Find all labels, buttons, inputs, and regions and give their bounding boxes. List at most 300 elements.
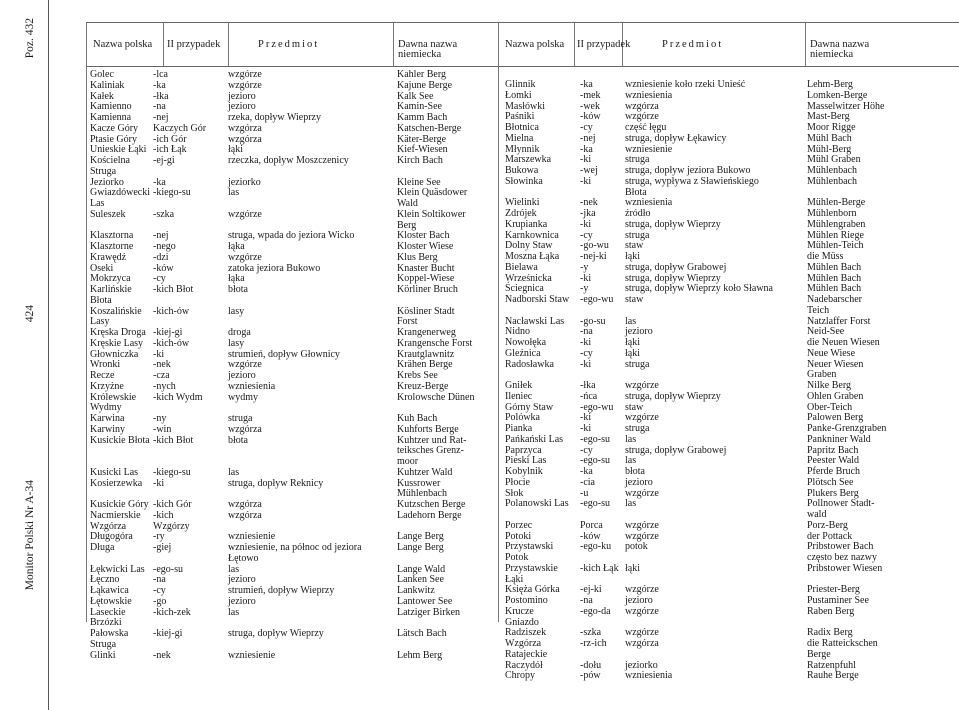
subject-cell: wzgórze [625,380,659,391]
polish-name-cell: Kręskie Lasy [90,337,144,349]
old-name-cell: teiksches Grenz- [397,445,464,457]
polish-name-cell: Chropy [505,670,535,682]
case2-cell: -nej [153,230,169,242]
old-name-cell: Kuhforts Berge [397,423,459,435]
old-name-cell: die Müss [807,251,844,262]
polish-name-cell: Łąkawica [90,585,129,596]
column-rule [86,22,87,622]
table-row [505,618,957,629]
case2-cell: -ków [153,262,174,274]
table-row [505,499,957,510]
polish-name-cell: Wzgórza [505,638,542,649]
subject-cell: las [625,498,637,510]
old-name-cell: Kloster Bach [397,230,450,242]
case2-cell: -kiej-gi [153,628,183,639]
table-row [90,468,495,479]
old-name-cell: Berg [397,219,417,231]
case2-cell: Kaczych Gór [153,122,207,134]
old-name-cell: Ober-Teich [807,401,853,413]
case2-cell: Porca [580,519,603,531]
polish-name-cell: Glinki [90,649,116,661]
polish-name-cell: Struga [90,165,117,177]
case2-cell: -łka [580,380,596,391]
old-name-cell: Knaster Bucht [397,262,455,274]
old-name-cell: Mühlen Riege [807,229,864,241]
table-row [90,597,495,608]
polish-name-cell: Masłówki [505,100,545,112]
case2-cell: -ńca [580,390,598,402]
subject-cell: wzgórze [625,487,659,499]
table-row [505,564,957,575]
subject-cell: struga [625,423,650,434]
old-name-cell: Kussrower [397,477,441,489]
old-name-cell: Mast-Berg [807,111,850,123]
polish-name-cell: Karlińskie [90,284,132,295]
polish-name-cell: Las [90,198,105,209]
polish-name-cell: Kręska Droga [90,327,146,338]
polish-name-cell: Recze [90,370,115,381]
case2-cell: -go [153,595,167,607]
polish-name-cell: Raczydół [505,659,543,671]
old-name-cell: Kuh Bach [397,413,438,424]
polish-name-cell: Gwiazdówecki [90,187,150,199]
old-name-cell: Nadebarscher [807,294,862,305]
table-row [90,210,495,221]
subject-cell: błota [228,434,248,446]
case2-cell: -kich Błot [153,284,194,295]
polish-name-cell: Paprzyca [505,444,542,456]
case2-cell: -ki [580,218,592,230]
subject-cell: wzgórze [228,79,262,91]
subject-cell: wzniesienie, na północ od jeziora [228,542,362,553]
table-row [90,651,495,662]
table-row [90,554,495,565]
polish-name-cell: Struga [90,638,117,650]
table-row [505,478,957,489]
case2-cell: -nych [153,380,176,392]
table-row [505,306,957,317]
table-row [505,338,957,349]
subject-cell: las [228,187,240,199]
table-row [505,607,957,618]
table-row [90,543,495,554]
polish-name-cell: Kosierzewka [90,477,143,489]
subject-cell: wzniesienie [228,531,276,543]
old-name-cell: die Neuen Wiesen [807,337,880,348]
case2-cell: -ki [580,337,592,348]
subject-cell: wzniesienia [625,197,673,209]
case2-cell: -ej-gi [153,155,175,166]
table-row [505,188,957,199]
right-table [505,80,957,682]
old-name-cell: Pollnower Stadt- [807,498,875,510]
old-name-cell: Plötsch See [807,476,854,488]
case2-cell: -kich Gór [153,499,192,510]
polish-name-cell: Królewskie [90,391,137,403]
subject-cell: struga, dopływ Reknicy [228,477,324,489]
subject-cell: struga, dopływ Wieprzy [625,272,721,284]
polish-name-cell: Laseckie [90,606,126,618]
case2-cell: -ka [580,466,593,477]
subject-cell: struga, dopływ Wieprzy [228,628,324,639]
polish-name-cell: Kaliniak [90,79,125,91]
case2-cell: -łka [153,90,169,102]
subject-cell: potok [625,541,648,553]
old-name-cell: Plukers Berg [807,487,859,499]
polish-name-cell: Ratajeckie [505,648,548,660]
polish-name-cell: Długa [90,542,115,553]
case2-cell: -ki [580,412,592,424]
table-row [505,241,957,252]
polish-name-cell: Łęczno [90,574,120,586]
old-name-cell: Krähen Berge [397,359,453,371]
subject-cell: wydmy [228,391,258,403]
polish-name-cell: Jeziorko [90,176,124,188]
old-name-cell: Käter-Berge [397,133,447,145]
case2-cell: -szka [153,208,175,220]
table-row [505,456,957,467]
old-name-cell: Kuhtzer und Rat- [397,434,467,446]
case2-cell: -nej [580,132,596,144]
column-rule [228,22,229,66]
table-row [90,608,495,619]
table-row [505,252,957,263]
polish-name-cell: Pańkański Las [505,433,564,445]
case2-cell: -ich Gór [153,133,187,145]
case2-cell: -wej [580,165,598,176]
old-name-cell: Lange Wald [397,563,446,575]
subject-cell: las [228,466,240,478]
polish-name-cell: Nacmierskie [90,509,141,521]
table-row [90,188,495,199]
polish-name-cell: Unieskie Łąki [90,144,147,156]
old-name-cell: Mühlen-Berge [807,197,866,209]
table-row [505,650,957,661]
subject-cell: łąka [228,241,245,252]
polish-name-cell: Ptasie Góry [90,133,137,145]
polish-name-cell: Wzgórza [90,520,127,532]
old-name-cell: Teich [807,304,830,316]
case2-cell: -ki [580,423,592,434]
case2-cell: -nego [153,241,176,252]
case2-cell: -y [580,261,589,273]
table-row [505,532,957,543]
case2-cell: -dzi [153,251,169,263]
subject-cell: las [228,563,240,575]
table-row [90,382,495,393]
polish-name-cell: Błota [90,294,112,306]
old-name-cell: Ladehorn Berge [397,509,462,521]
polish-name-cell: Długogóra [90,531,133,543]
old-name-cell: Mühl Graben [807,154,861,166]
case2-cell: Wzgórzy [153,520,190,532]
polish-name-cell: Glinnik [505,79,536,90]
polish-name-cell: Młynnik [505,143,540,155]
table-row [90,640,495,651]
subject-cell: błota [228,284,248,295]
polish-name-cell: Nacławski Las [505,315,565,327]
old-name-cell: Kirch Bach [397,155,443,166]
polish-name-cell: Nadborski Staw [505,294,570,305]
table-row [505,585,957,596]
case2-cell: -ki [153,348,165,360]
case2-cell: -cy [153,585,166,596]
old-name-cell: Pustaminer See [807,595,869,606]
subject-cell: wzniesienia [625,89,673,101]
case2-cell: -nek [153,359,171,371]
subject-cell: jezioro [228,574,256,586]
old-name-cell: Porz-Berg [807,519,848,531]
old-name-cell: Mühlenborn [807,208,857,219]
polish-name-cell: Koszalińskie [90,305,142,317]
old-name-cell: Mühl Bach [807,132,852,144]
table-row [505,435,957,446]
subject-cell: wzgórze [625,412,659,424]
header-polish-name: Nazwa polska [505,39,565,50]
subject-cell: wzgórze [228,69,262,80]
table-row [505,542,957,553]
polish-name-cell: Polówka [505,412,540,424]
case2-cell: -cy [580,229,593,241]
old-name-cell: Mühlen Bach [807,272,862,284]
subject-cell: struga, wypływa z Sławieńskiego [625,175,759,187]
subject-cell: rzeczka, dopływ Moszczenicy [228,155,349,166]
subject-cell: Błota [625,186,647,198]
subject-cell: jezioro [625,326,653,338]
case2-cell: -cy [580,122,593,133]
old-name-cell: Kahler Berg [397,69,446,80]
old-name-cell: Kajune Berge [397,79,453,91]
subject-cell: struga, dopływ Grabowej [625,444,727,456]
polish-name-cell: Moszna Łąka [505,251,560,262]
case2-cell: -win [153,423,172,435]
header-subject: Przedmiot [258,39,320,50]
case2-cell: -kich Łąk [580,562,619,574]
subject-cell: lasy [228,305,245,317]
old-name-cell: Lehm Berg [397,649,443,661]
polish-name-cell: Łąki [505,573,524,585]
old-name-cell: Latziger Birken [397,606,461,618]
case2-cell: -kich Błot [153,434,194,446]
old-name-cell: Mühl-Berg [807,143,852,155]
case2-cell: -kiego-su [153,187,191,199]
old-name-cell: Lange Berg [397,531,444,543]
table-row [90,81,495,92]
polish-name-cell: Wydmy [90,402,122,414]
case2-cell: -ków [580,111,601,123]
old-name-cell: Rauhe Berge [807,670,859,682]
subject-cell: wzniesienia [625,670,673,682]
case2-cell: -ki [153,477,165,489]
polish-name-cell: Golec [90,69,114,80]
subject-cell: strumień, dopływ Wieprzy [228,585,335,596]
polish-name-cell: Bielawa [505,261,538,273]
case2-cell: -cia [580,476,595,488]
case2-cell: -ego-wu [580,401,614,413]
subject-cell: struga, dopływ Grabowej [625,261,727,273]
column-rule [574,22,575,66]
table-row [90,339,495,350]
old-name-cell: Krautglawnitz [397,348,455,360]
subject-cell: droga [228,327,251,338]
case2-cell: -cza [153,370,170,381]
table-row [505,80,957,91]
subject-cell: wzniesienie koło rzeki Unieść [625,79,746,90]
old-name-cell: Lantower See [397,595,453,607]
old-name-cell: Mühlengraben [807,218,866,230]
case2-cell: -nej-ki [580,251,607,262]
case2-cell: -nek [580,197,598,209]
old-name-cell: Mühlenbach [807,175,857,187]
table-row [505,575,957,586]
page-number: 424 [24,305,36,323]
subject-cell: część łęgu [625,122,667,133]
polish-name-cell: Radziszek [505,627,547,639]
old-name-cell: Krolowsche Dünen [397,391,475,403]
table-row [505,381,957,392]
old-name-cell: Mühlen Bach [807,261,862,273]
subject-cell: wzgórza [625,638,659,649]
polish-name-cell: Pałowska [90,628,129,639]
subject-cell: wzgórze [625,627,659,639]
subject-cell: wzniesienia [228,380,276,392]
polish-name-cell: Słok [505,487,524,499]
polish-name-cell: Karwina [90,413,125,424]
table-row [505,123,957,134]
polish-name-cell: Łękwicki Las [90,563,145,575]
table-row [505,91,957,102]
old-name-cell: Neue Wiese [807,347,856,359]
case2-cell: -ego-da [580,605,611,617]
page-margin [0,0,86,710]
header-subject: Przedmiot [662,39,724,50]
subject-cell: łąki [625,251,640,262]
subject-cell: jezioro [228,370,256,381]
subject-cell: łąki [625,347,640,359]
subject-cell: las [228,606,240,618]
subject-cell: jezioro [228,101,256,113]
table-row [90,425,495,436]
polish-name-cell: Paśniki [505,111,535,123]
subject-cell: wzgórza [228,133,262,145]
case2-cell: -ki [580,272,592,284]
subject-cell: łąka [228,273,245,285]
table-row [505,424,957,435]
case2-cell: -ka [580,79,593,90]
table-row [505,295,957,306]
old-name-cell: die Ratteickschen [807,638,878,649]
table-row [505,639,957,650]
old-name-cell: Katschen-Berge [397,122,462,134]
polish-name-cell: Klasztorne [90,241,134,252]
subject-cell: wzgórze [228,251,262,263]
polish-name-cell: Kamienno [90,101,132,113]
polish-name-cell: Krupianka [505,218,548,230]
case2-cell: -na [153,574,166,586]
table-row [505,596,957,607]
old-name-cell: Papritz Bach [807,444,859,456]
polish-name-cell: Krucze [505,605,534,617]
old-name-cell: Masselwitzer Höhe [807,100,885,112]
case2-cell: -ka [153,176,166,188]
polish-name-cell: Gleźnica [505,347,541,359]
old-name-cell: Lange Berg [397,542,444,553]
case2-cell: -kich Wydm [153,391,203,403]
old-name-cell: Kösliner Stadt [397,305,455,317]
table-row [505,553,957,564]
table-row [505,349,957,360]
subject-cell: jezioro [625,476,653,488]
old-name-cell: Mühlenbach [397,488,447,500]
case2-cell: -ego-su [580,433,610,445]
case2-cell: -go-wu [580,240,609,252]
margin-rule [48,0,49,710]
subject-cell: wzgórze [625,519,659,531]
subject-cell: łąki [625,337,640,348]
old-name-cell: Krangensche Forst [397,337,473,349]
subject-cell: struga, dopływ Wieprzy koło Sławna [625,283,773,295]
case2-cell: -ny [153,413,167,424]
case2-cell: -na [580,595,593,606]
old-name-cell: Palowen Berg [807,412,864,424]
subject-cell: struga [228,413,253,424]
case2-cell: -ka [580,143,593,155]
table-row [505,112,957,123]
case2-cell: -na [153,101,166,113]
polish-name-cell: Mokrzyca [90,273,131,285]
column-rule [393,22,394,66]
case2-cell: -nek [153,649,171,661]
old-name-cell: Kreuz-Berge [397,380,449,392]
old-name-cell: Neid-See [807,326,845,338]
case2-cell: -cy [580,347,593,359]
old-name-cell: Klein Soltikower [397,208,466,220]
old-name-cell: Priester-Berg [807,584,860,596]
subject-cell: struga, wpada do jeziora Wicko [228,230,355,242]
subject-cell: Łętowo [228,552,259,564]
subject-cell: staw [625,294,644,305]
left-table [90,70,495,661]
polish-name-cell: Płocie [505,476,530,488]
old-name-cell: Pribstower Bach [807,541,874,553]
case2-cell: -ej-ki [580,584,602,596]
polish-name-cell: Ściegnica [505,283,544,295]
old-name-cell: Lanken See [397,574,444,586]
subject-cell: wzgórze [625,111,659,123]
old-name-cell: często bez nazwy [807,552,877,563]
table-row [90,156,495,167]
old-name-cell: Klus Berg [397,251,438,263]
table-row [505,628,957,639]
subject-cell: las [625,433,637,445]
polish-name-cell: Kusickie Błota [90,434,150,446]
polish-name-cell: Suleszek [90,208,126,220]
subject-cell: wzgórza [228,499,262,510]
case2-cell: -dołu [580,659,602,671]
case2-cell: -nej [153,112,169,123]
subject-cell: wzgórze [625,584,659,596]
table-row [505,317,957,328]
polish-name-cell: Polanowski Las [505,498,569,510]
table-row [90,629,495,640]
header-polish-name: Nazwa polska [93,39,153,50]
old-name-cell: Neuer Wiesen [807,358,864,370]
subject-cell: las [625,455,637,467]
case2-cell: -ka [153,79,166,91]
table-row [505,284,957,295]
case2-cell: -ki [580,175,592,187]
case2-cell: -kich [153,509,174,521]
